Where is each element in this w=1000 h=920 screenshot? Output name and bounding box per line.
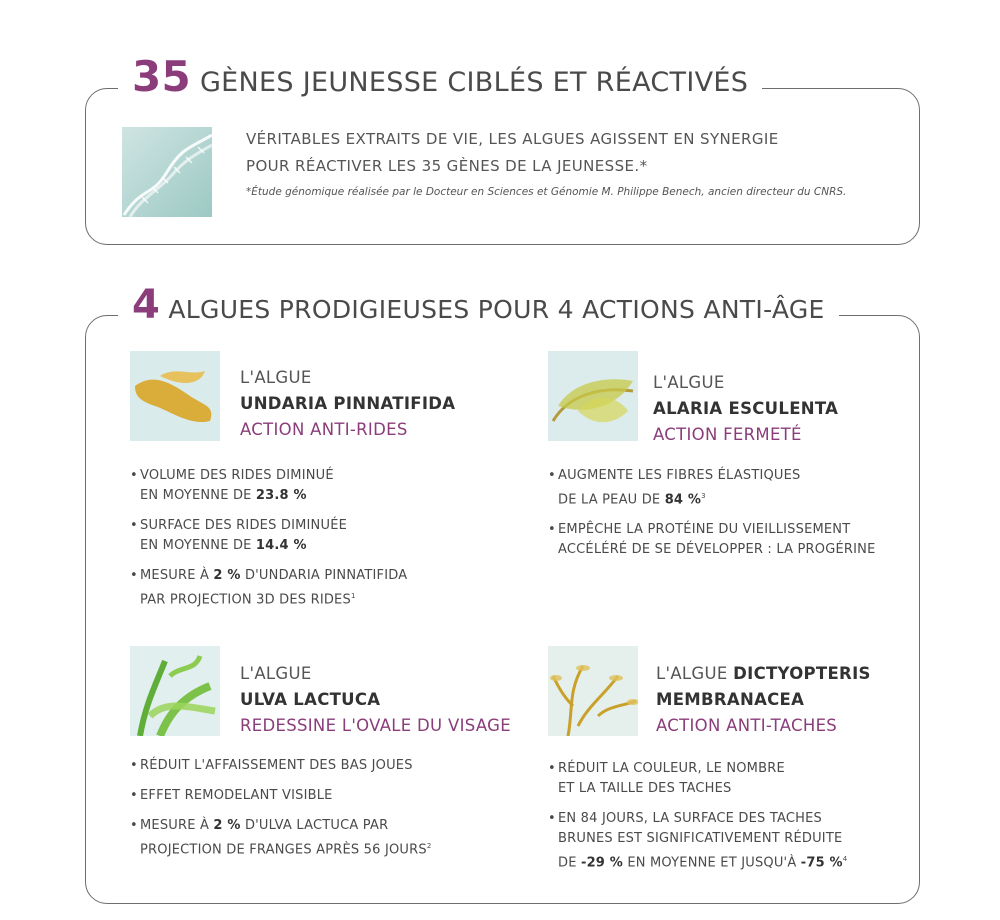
bullet-value: 23.8 % [255,488,307,503]
bullet-text: EN MOYENNE DE [140,538,256,553]
alaria-name: ALARIA ESCULENTA [653,399,839,418]
dictyopteris-image [548,646,638,736]
undaria-image [130,351,220,441]
list-item [130,816,431,860]
undaria-name: UNDARIA PINNATIFIDA [240,394,456,413]
bullet-line: ACCÉLÉRÉ DE SE DÉVELOPPER : LA PROGÉRINE [558,542,876,558]
list-item [130,756,431,776]
ulva-benefits [130,756,431,870]
list-item [130,786,431,806]
undaria-label: L'ALGUE [240,368,312,387]
bullet-line [140,568,407,583]
bullet-line: ET LA TAILLE DES TACHES [558,781,732,796]
alaria-label: L'ALGUE [653,373,725,392]
list-item [130,466,407,506]
ulva-image [130,646,220,736]
dictyopteris-heading [656,661,871,739]
bullet-line: BRUNES EST SIGNIFICATIVEMENT RÉDUITE [558,831,843,846]
bullet-value: -29 % [580,855,624,871]
bullet-line: EMPÊCHE LA PROTÉINE DU VIEILLISSEMENT [558,522,851,538]
section2-title-text: ALGUES PRODIGIEUSES POUR 4 ACTIONS ANTI-ÂGE [168,295,825,324]
bullet-line: RÉDUIT L'AFFAISSEMENT DES BAS JOUES [140,758,413,773]
list-item [548,520,876,560]
bullet-value: -75 % [800,855,843,871]
bullet-text: EN MOYENNE ET JUSQU'À [623,855,801,871]
ulva-label: L'ALGUE [240,664,312,683]
dictyopteris-label-line [656,661,871,687]
bullet-value: 14.4 % [255,538,307,553]
footnote-ref: 1 [350,592,356,600]
footnote-ref: 3 [701,492,706,500]
list-item [130,566,407,610]
dictyopteris-action: ACTION ANTI-TACHES [656,716,838,735]
alaria-action: ACTION FERMETÉ [653,425,802,444]
bullet-value: 2 % [213,568,241,583]
section2-title [118,282,839,328]
bullet-line [140,586,407,610]
bullet-line: SURFACE DES RIDES DIMINUÉE [140,518,348,533]
bullet-line: VOLUME DES RIDES DIMINUÉ [140,468,334,483]
bullet-value: 2 % [213,818,241,833]
ulva-name: ULVA LACTUCA [240,690,381,709]
footnote-ref: 4 [842,855,848,863]
intro-text [246,126,779,180]
footnote-ref: 2 [426,842,432,850]
bullet-line [140,818,388,833]
list-item [548,809,847,873]
intro-line-1: VÉRITABLES EXTRAITS DE VIE, LES ALGUES AGISSENT EN SYNERGIE [246,130,779,148]
bullet-text: MESURE À [140,568,214,583]
alaria-image [548,351,638,441]
dictyopteris-name-2: MEMBRANACEA [656,690,805,709]
bullet-text: MESURE À [140,818,214,833]
bullet-text: EN MOYENNE DE [140,488,256,503]
dictyopteris-name-1: DICTYOPTERIS [733,664,871,683]
ulva-action: REDESSINE L'OVALE DU VISAGE [240,716,511,735]
section1-title-text: GÈNES JEUNESSE CIBLÉS ET RÉACTIVÉS [199,67,749,98]
bullet-line [140,836,431,860]
alaria-benefits [548,466,876,570]
undaria-benefits [130,466,407,620]
bullet-text: DE [558,855,581,871]
bullet-line [140,486,407,506]
study-footnote: *Étude génomique réalisée par le Docteur en Sciences et Génomie M. Philippe Benech, ancien directeur du CNRS. [246,186,847,198]
bullet-text: PROJECTION DE FRANGES APRÈS 56 JOURS [140,842,427,858]
ulva-heading [240,661,511,739]
bullet-text: D'ULVA LACTUCA PAR [240,818,389,833]
intro-line-2: POUR RÉACTIVER LES 35 GÈNES DE LA JEUNESSE.* [246,157,648,175]
list-item [130,516,407,556]
bullet-line: AUGMENTE LES FIBRES ÉLASTIQUES [558,468,801,483]
bullet-line [558,486,876,510]
dna-image [122,127,212,217]
bullet-text: D'UNDARIA PINNATIFIDA [240,568,408,583]
section1-title [118,52,762,101]
bullet-line: RÉDUIT LA COULEUR, LE NOMBRE [558,761,785,776]
dictyopteris-label: L'ALGUE [656,664,728,683]
bullet-text: PAR PROJECTION 3D DES RIDES [140,592,351,608]
dictyopteris-benefits [548,759,847,883]
undaria-action: ACTION ANTI-RIDES [240,420,408,439]
section1-number: 35 [132,52,192,101]
alaria-heading [653,370,838,448]
bullet-line: EFFET REMODELANT VISIBLE [140,788,333,803]
list-item [548,466,876,510]
bullet-line [140,536,407,556]
bullet-text: DE LA PEAU DE [558,492,665,508]
section2-number: 4 [132,282,161,328]
undaria-heading [240,365,455,443]
bullet-line [558,849,847,873]
bullet-value: 84 % [664,492,702,508]
bullet-line: EN 84 JOURS, LA SURFACE DES TACHES [558,811,822,826]
list-item [548,759,847,799]
